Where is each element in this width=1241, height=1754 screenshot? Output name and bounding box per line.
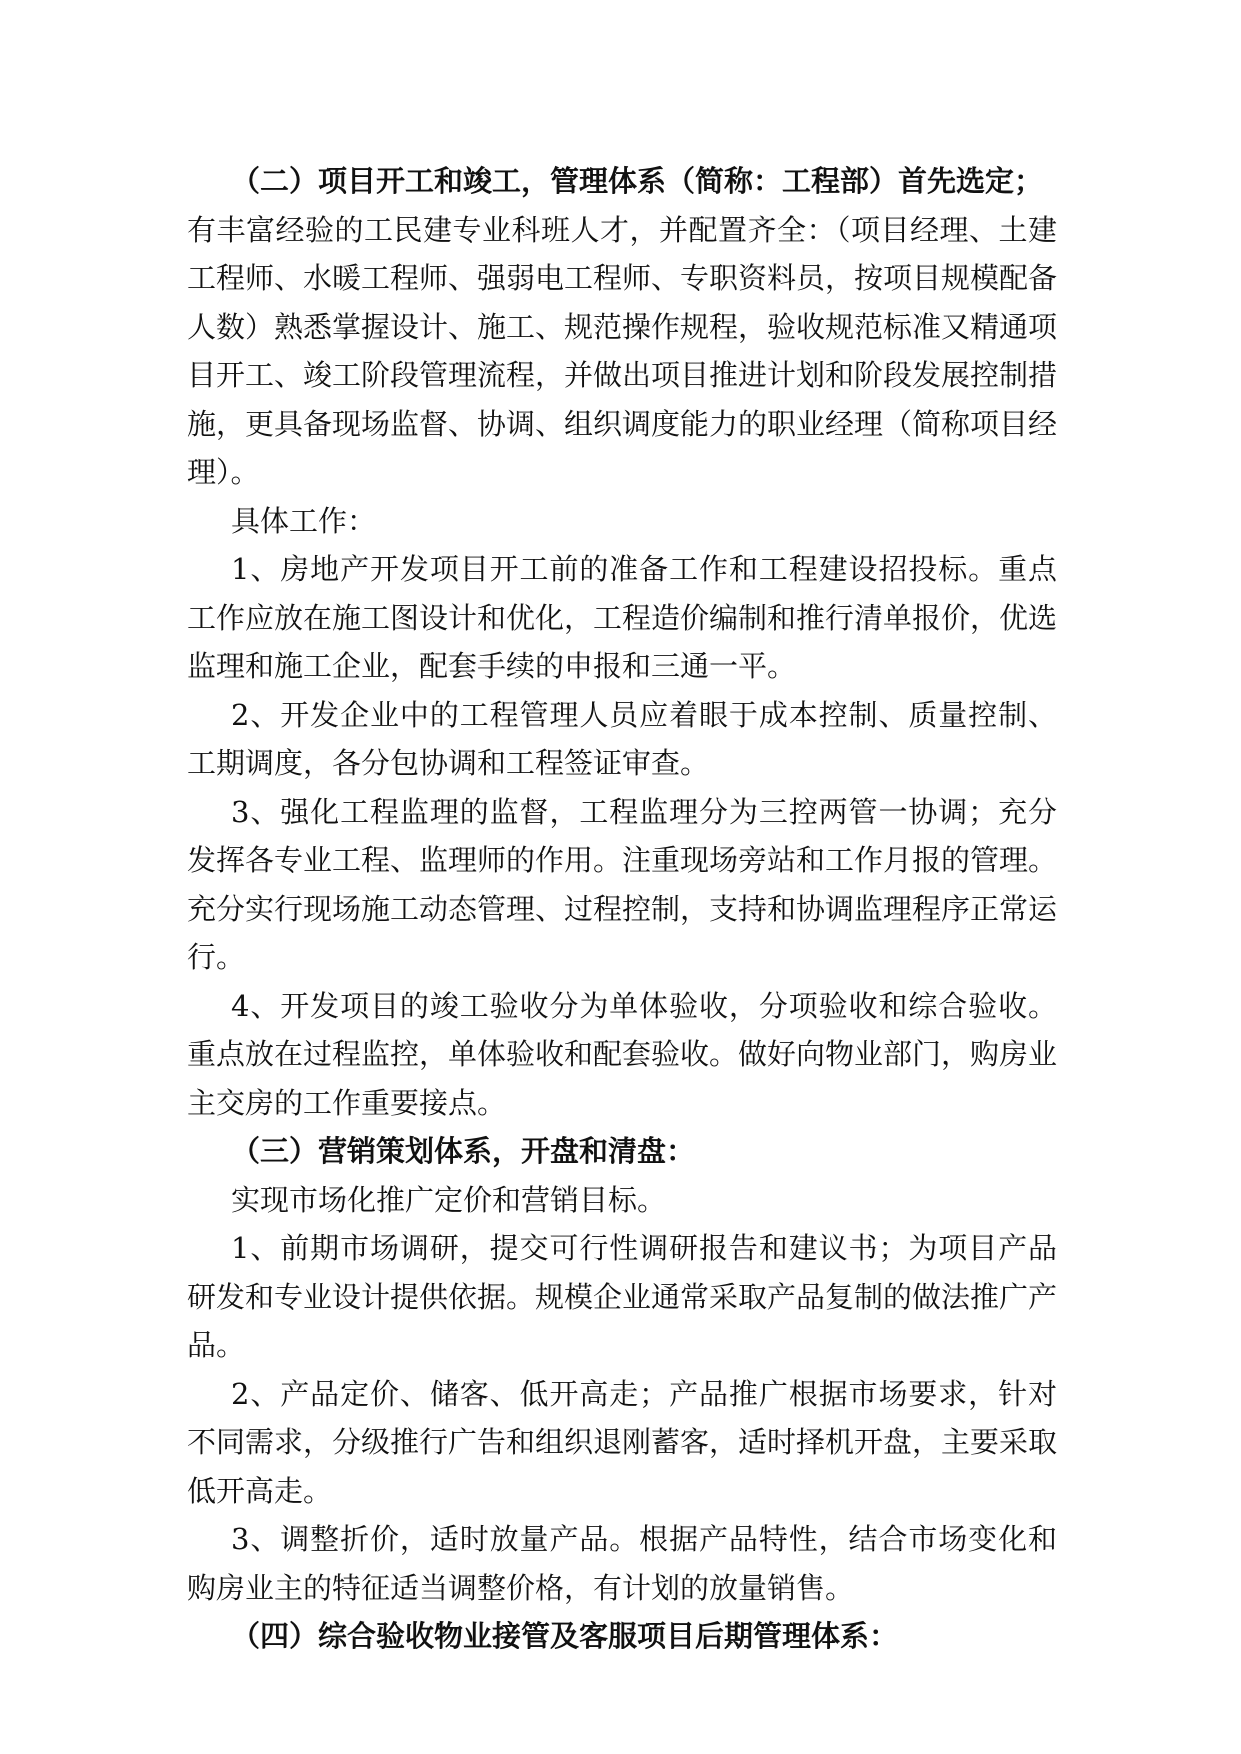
section-3-heading: （三）营销策划体系，开盘和清盘： [231, 1134, 696, 1168]
section-4-heading: （四）综合验收物业接管及客服项目后期管理体系： [231, 1619, 899, 1653]
section-2-intro: 有丰富经验的工民建专业科班人才，并配置齐全：（项目经理、土建工程师、水暖工程师、强弱电工程师、专职资料员，按项目规模配备人数）熟悉掌握设计、施工、规范操作规程，验收规范标准又精通项目开工、竣工阶段管理流程，并做出项目推进计划和阶段发展控制措施，更具备现场监督、协调、组织调度能力的职业经理（简称项目经理）。 [187, 212, 1058, 489]
document-page [187, 157, 1057, 1661]
section-2-item: 1、房地产开发项目开工前的准备工作和工程建设招投标。重点工作应放在施工图设计和优化，工程造价编制和推行清单报价，优选监理和施工企业，配套手续的申报和三通一平。 [187, 552, 1058, 683]
section-2-item: 2、开发企业中的工程管理人员应着眼于成本控制、质量控制、工期调度，各分包协调和工程签证审查。 [187, 697, 1057, 780]
section-2-work-label: 具体工作： [231, 503, 377, 538]
section-2-item: 4、开发项目的竣工验收分为单体验收，分项验收和综合验收。重点放在过程监控，单体验收和配套验收。做好向物业部门，购房业主交房的工作重要接点。 [187, 988, 1058, 1120]
section-3-intro: 实现市场化推广定价和营销目标。 [231, 1182, 667, 1217]
section-3-item: 1、前期市场调研，提交可行性调研报告和建议书；为项目产品研发和专业设计提供依据。规模企业通常采取产品复制的做法推广产品。 [187, 1231, 1058, 1362]
section-2-item: 3、强化工程监理的监督，工程监理分为三控两管一协调；充分发挥各专业工程、监理师的作用。注重现场旁站和工作月报的管理。充分实行现场施工动态管理、过程控制，支持和协调监理程序正常运行。 [187, 794, 1058, 974]
section-3-item: 3、调整折价，适时放量产品。根据产品特性，结合市场变化和购房业主的特征适当调整价格，有计划的放量销售。 [187, 1522, 1057, 1605]
section-3-item: 2、产品定价、储客、低开高走；产品推广根据市场要求，针对不同需求，分级推行广告和组织退刚蓄客，适时择机开盘，主要采取低开高走。 [187, 1376, 1058, 1508]
section-2-heading: （二）项目开工和竣工，管理体系（简称：工程部）首先选定； [231, 164, 1044, 198]
